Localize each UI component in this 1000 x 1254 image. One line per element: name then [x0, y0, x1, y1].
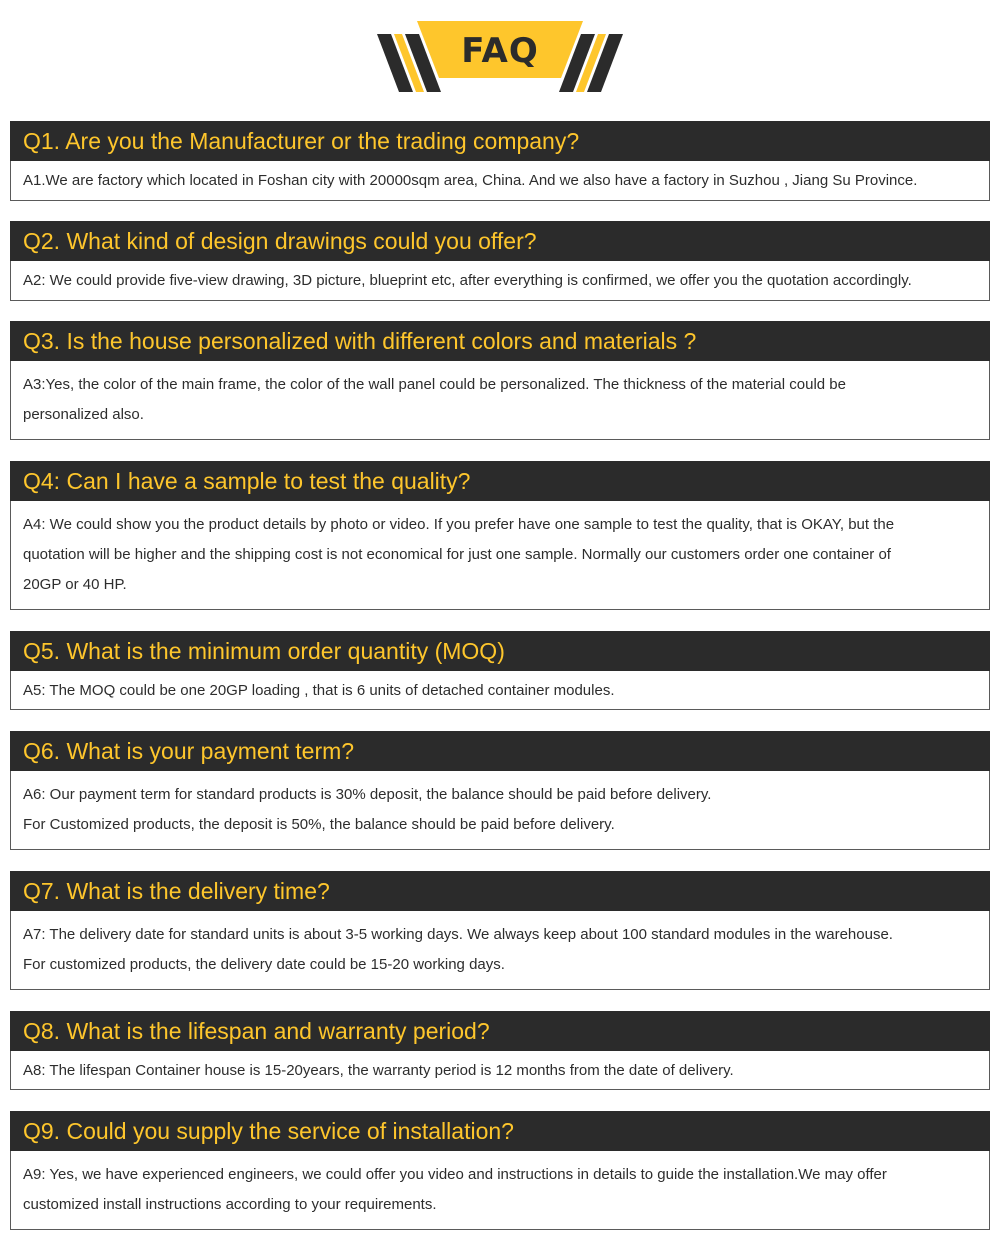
faq-answer-line: For Customized products, the deposit is 50%, the balance should be paid before delivery. — [23, 816, 615, 833]
faq-answer-2 — [10, 261, 990, 301]
faq-question-6: Q6. What is your payment term? — [10, 731, 990, 771]
faq-answer-line: quotation will be higher and the shipping cost is not economical for just one sample. Normally our customers order one container of — [23, 546, 891, 563]
faq-answer-line: 20GP or 40 HP. — [23, 576, 127, 593]
faq-question-5: Q5. What is the minimum order quantity (MOQ) — [10, 631, 990, 671]
faq-question-2: Q2. What kind of design drawings could you offer? — [10, 221, 990, 261]
faq-item-9 — [10, 1111, 990, 1230]
faq-title: FAQ — [461, 31, 539, 71]
faq-answer-line: A4: We could show you the product details by photo or video. If you prefer have one sample to test the quality, that is OKAY, but the — [23, 516, 895, 533]
faq-answer-line: For customized products, the delivery date could be 15-20 working days. — [23, 956, 505, 973]
faq-answer-line: customized install instructions according to your requirements. — [23, 1196, 437, 1213]
faq-answer-line: A1.We are factory which located in Foshan city with 20000sqm area, China. And we also have a factory in Suzhou , Jiang Su Province. — [23, 172, 918, 189]
faq-answer-line: personalized also. — [23, 406, 144, 423]
faq-question-4: Q4: Can I have a sample to test the quality? — [10, 461, 990, 501]
faq-item-1 — [10, 121, 990, 201]
faq-item-3 — [10, 321, 990, 440]
faq-banner-graphic — [375, 20, 625, 95]
faq-answer-line: A3:Yes, the color of the main frame, the color of the wall panel could be personalized. The thickness of the material could be — [23, 376, 846, 393]
faq-question-1: Q1. Are you the Manufacturer or the trading company? — [10, 121, 990, 161]
faq-question-3: Q3. Is the house personalized with different colors and materials ? — [10, 321, 990, 361]
faq-answer-line: A7: The delivery date for standard units is about 3-5 working days. We always keep about 100 standard modules in the warehouse. — [23, 926, 893, 943]
faq-question-8: Q8. What is the lifespan and warranty period? — [10, 1011, 990, 1051]
faq-item-8 — [10, 1011, 990, 1090]
faq-answer-7 — [10, 911, 990, 990]
faq-answer-1 — [10, 161, 990, 201]
faq-item-2 — [10, 221, 990, 301]
faq-answer-line: A8: The lifespan Container house is 15-20years, the warranty period is 12 months from the date of delivery. — [23, 1062, 734, 1079]
faq-item-4 — [10, 461, 990, 610]
faq-answer-4 — [10, 501, 990, 610]
faq-answer-6 — [10, 771, 990, 850]
faq-answer-3 — [10, 361, 990, 440]
faq-answer-line: A5: The MOQ could be one 20GP loading , that is 6 units of detached container modules. — [23, 682, 615, 699]
faq-banner — [375, 20, 625, 95]
faq-answer-5 — [10, 671, 990, 710]
faq-item-7 — [10, 871, 990, 990]
faq-item-5 — [10, 631, 990, 710]
faq-answer-8 — [10, 1051, 990, 1090]
faq-item-6 — [10, 731, 990, 850]
faq-answer-line: A2: We could provide five-view drawing, 3D picture, blueprint etc, after everything is confirmed, we offer you the quotation accordingly. — [23, 272, 912, 289]
faq-answer-line: A6: Our payment term for standard products is 30% deposit, the balance should be paid before delivery. — [23, 786, 712, 803]
faq-answer-9 — [10, 1151, 990, 1230]
faq-answer-line: A9: Yes, we have experienced engineers, we could offer you video and instructions in details to guide the installation.We may offer — [23, 1166, 887, 1183]
faq-question-7: Q7. What is the delivery time? — [10, 871, 990, 911]
faq-question-9: Q9. Could you supply the service of installation? — [10, 1111, 990, 1151]
